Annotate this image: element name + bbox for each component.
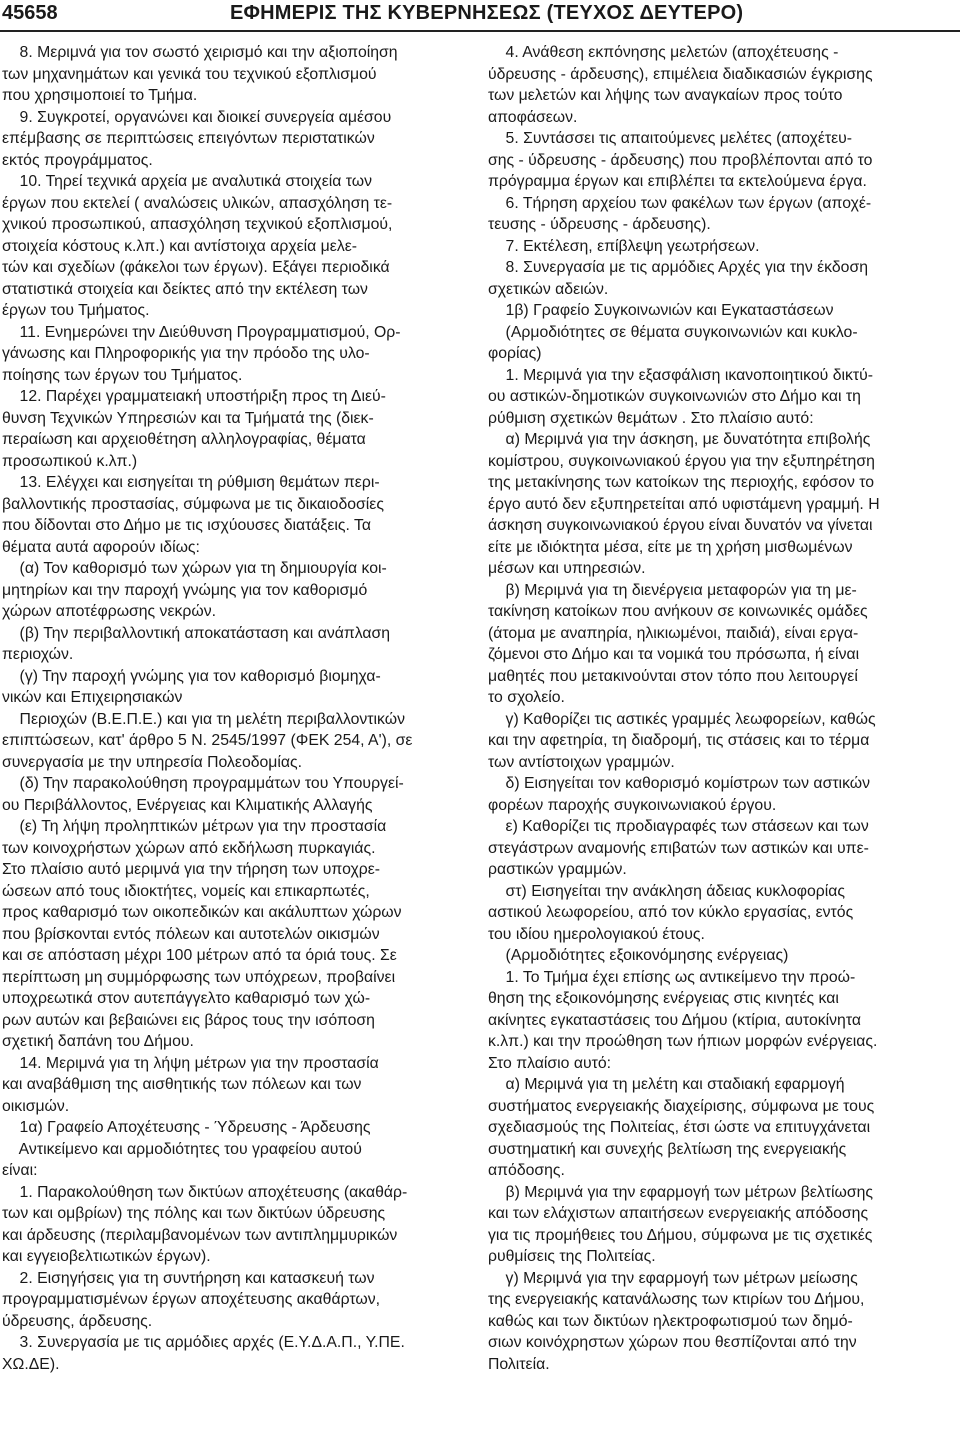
text-line: ε) Καθορίζει τις προδιαγραφές των στάσεων και των [488, 818, 869, 835]
text-line: και αναβάθμιση της αισθητικής των πόλεων και των [2, 1076, 362, 1093]
text-line: 1. Το Τμήμα έχει επίσης ως αντικείμενο την προώ- [488, 968, 856, 986]
text-line: (δ) Την παρακολούθηση προγραμμάτων του Υπουργεί- [2, 775, 404, 792]
text-line: που βρίσκονται εντός πόλεων και αυτοτελών οικισμών [2, 925, 380, 943]
text-line: έργο αυτό δεν εξυπηρετείται από υφιστάμενη γραμμή. Η [488, 495, 880, 513]
text-line: επέμβασης σε περιπτώσεις επειγόντων περιστατικών [2, 130, 375, 147]
text-line: (Αρμοδιότητες σε θέματα συγκοινωνιών και κυκλο- [488, 323, 858, 341]
text-line: αποφάσεων. [488, 108, 578, 126]
text-line: τακίνηση κατοίκων που ανήκουν σε κοινωνικές ομάδες [488, 603, 868, 620]
text-line: 6. Τήρηση αρχείου των φακέλων των έργων (αποχέ- [488, 194, 872, 212]
text-line: (α) Τον καθορισμό των χώρων για τη δημιουργία κοι- [2, 560, 387, 577]
text-line: (Αρμοδιότητες εξοικονόμησης ενέργειας) [488, 947, 789, 964]
text-line: και σε απόσταση μέχρι 100 μέτρων από τα όριά τους. Σε [2, 947, 397, 964]
text-line: ζόμενοι στο Δήμο και τα νομικά του πρόσωπα, ή είναι [488, 646, 860, 663]
text-line: ου αστικών-δημοτικών συγκοινωνιών στο Δήμο και τη [488, 388, 861, 405]
text-line: 9. Συγκροτεί, οργανώνει και διοικεί συνεργεία αμέσου [2, 108, 392, 126]
text-line: ραστικών γραμμών. [488, 861, 627, 878]
text-line: των μηχανημάτων και γενικά του τεχνικού εξοπλισμού [2, 65, 377, 83]
text-line: (ε) Τη λήψη προληπτικών μέτρων για την προστασία [2, 818, 387, 835]
text-line: 1. Μεριμνά για την εξασφάλιση ικανοποιητικού δικτύ- [488, 366, 874, 384]
text-line: κ.λπ.) και την προώθηση των ήπιων μορφών ενέργειας. [488, 1033, 878, 1050]
text-line: το σχολείο. [488, 689, 565, 706]
text-line: είτε με ιδιόκτητα μέσα, είτε με τη χρήση μισθωμένων [488, 538, 853, 556]
text-line: θυνση Τεχνικών Υπηρεσιών και τα Τμήματά της (διεκ- [2, 409, 374, 427]
text-line: απόδοσης. [488, 1162, 565, 1179]
text-line: Περιοχών (Β.Ε.Π.Ε.) και για τη μελέτη περιβαλλοντικών [2, 710, 405, 728]
text-line: της μετακίνησης των κατοίκων της περιοχής, εφόσον το [488, 474, 875, 491]
text-line: βαλλοντικής προστασίας, σύμφωνα με τις δικαιοδοσίες [2, 495, 384, 513]
text-line: ύδρευσης - άρδευσης), επιμέλεια διαδικασιών έγκρισης [488, 65, 873, 83]
text-line: μητηρίων και την παροχή γνώμης για τον καθορισμό [2, 581, 368, 599]
text-line: φορέων παροχής συγκοινωνιακού έργου. [488, 796, 777, 814]
text-line: επιπτώσεων, κατ' άρθρο 5 Ν. 2545/1997 (ΦΕΚ 254, Α'), σε [2, 732, 413, 749]
text-line: (γ) Την παροχή γνώμης για τον καθορισμό βιομηχα- [2, 667, 381, 685]
text-line: και άρδευσης (περιλαμβανομένων των αντιπλημμυρικών [2, 1226, 398, 1244]
text-line: πρόγραμμα έργων και επιβλέπει τα εκτελούμενα έργα. [488, 173, 867, 190]
text-line: είναι: [2, 1162, 38, 1179]
text-line: και των ελάχιστων απαιτήσεων ενεργειακής απόδοσης [488, 1205, 869, 1222]
text-line: φορίας) [488, 345, 542, 362]
text-line: των μελετών και λήψης των αναγκαίων προς τούτο [488, 87, 843, 104]
text-line: μαθητές που μετακινούνται στον τόπο που λειτουργεί [488, 667, 858, 685]
text-line: νικών και Επιχειρησιακών [2, 689, 183, 706]
text-line: β) Μεριμνά για τη διενέργεια μεταφορών για τη με- [488, 581, 857, 599]
text-line: εκτός προγράμματος. [2, 151, 153, 169]
text-line: των και ομβρίων) της πόλης και των δικτύων ύδρευσης [2, 1205, 386, 1222]
text-line: ρύθμιση σχετικών θεμάτων . Στο πλαίσιο αυτό: [488, 409, 814, 427]
text-line: οικισμών. [2, 1097, 70, 1115]
text-line: 5. Συντάσσει τις απαιτούμενες μελέτες (αποχέτευ- [488, 130, 853, 147]
text-line: σχετικών αδειών. [488, 280, 609, 298]
text-line: β) Μεριμνά για την εφαρμογή των μέτρων βελτίωσης [488, 1183, 874, 1201]
text-line: σιων κοινόχρηστων χώρων που θεσπίζονται από την [488, 1334, 857, 1351]
text-line: 3. Συνεργασία με τις αρμόδιες αρχές (Ε.Υ.Δ.Α.Π., Υ.ΠΕ. [2, 1334, 405, 1351]
text-line: προς καθαρισμό των οικοπεδικών και ακάλυπτων χώρων [2, 904, 402, 921]
text-line: ΧΩ.ΔΕ). [2, 1355, 60, 1373]
text-line: ρυθμίσεις της Πολιτείας. [488, 1248, 656, 1265]
text-line: και εγγειοβελτιωτικών έργων). [2, 1248, 211, 1265]
text-line: θηση της εξοικονόμησης ενέργειας στις κινητές και [488, 990, 839, 1007]
text-line: (άτομα με αναπηρία, ηλικιωμένοι, παιδιά), είναι εργα- [488, 624, 859, 642]
text-line: τευσης - ύδρευσης - άρδευσης). [488, 216, 711, 233]
text-line: ακίνητες εγκαταστάσεις του Δήμου (κτίρια, αυτοκίνητα [488, 1011, 861, 1029]
text-line: για τις προμήθειες του Δήμου, σύμφωνα με τις σχετικές [488, 1226, 873, 1244]
text-line: έργων που εκτελεί ( αναλώσεις υλικών, απασχόληση τε- [2, 194, 393, 212]
text-line: στατιστικά στοιχεία και δείκτες από την εκτέλεση των [2, 280, 368, 298]
text-line: γ) Καθορίζει τις αστικές γραμμές λεωφορείων, καθώς [488, 710, 876, 728]
text-line: στοιχεία κόστους κ.λπ.) και αντίστοιχα αρχεία μελε- [2, 237, 358, 255]
right-text-column [488, 42, 943, 1427]
text-line: (β) Την περιβαλλοντική αποκατάσταση και ανάπλαση [2, 624, 391, 642]
text-line: α) Μεριμνά για την άσκηση, με δυνατότητα επιβολής [488, 431, 871, 448]
text-line: των κοινοχρήστων χώρων από εκδήλωση πυρκαγιάς. [2, 839, 376, 857]
text-line: συστήματος ενεργειακής διαχείρισης, σύμφωνα με τους [488, 1097, 875, 1115]
text-line: χώρων αποτέφρωσης νεκρών. [2, 603, 217, 620]
text-line: του ιδίου ημερολογιακού έτους. [488, 925, 705, 943]
text-line: συστηματική και συνεχής βελτίωση της ενεργειακής [488, 1140, 847, 1158]
text-line: υποχρεωτικά στον αυτεπάγγελτο καθαρισμό των χώ- [2, 990, 371, 1007]
text-line: μέσων και υπηρεσιών. [488, 560, 646, 577]
text-line: έργων του Τμήματος. [2, 302, 150, 319]
text-line: Στο πλαίσιο αυτό μεριμνά για την τήρηση των υποχρε- [2, 861, 381, 878]
text-line: Πολιτεία. [488, 1355, 550, 1373]
header-divider [0, 30, 960, 32]
text-line: 8. Μεριμνά για τον σωστό χειρισμό και την αξιοποίηση [2, 44, 398, 61]
text-line: 10. Τηρεί τεχνικά αρχεία με αναλυτικά στοιχεία των [2, 173, 373, 190]
text-line: των αντίστοιχων γραμμών. [488, 753, 675, 771]
text-line: δ) Εισηγείται τον καθορισμό κομίστρων των αστικών [488, 775, 871, 792]
text-line: 1. Παρακολούθηση των δικτύων αποχέτευσης (ακαθάρ- [2, 1183, 408, 1201]
text-line: σης - ύδρευσης - άρδευσης) που προβλέπονται από το [488, 151, 873, 169]
text-line: τών και σχεδίων (φάκελοι των έργων). Εξάγει περιοδικά [2, 259, 390, 276]
text-line: προσωπικού κ.λπ.) [2, 452, 138, 470]
text-line: περαίωση και αρχειοθέτηση αλληλογραφίας, θέματα [2, 431, 366, 448]
text-line: γ) Μεριμνά για την εφαρμογή των μέτρων μείωσης [488, 1269, 858, 1287]
text-line: περίπτωση μη συμμόρφωσης των υπόχρεων, προβαίνει [2, 968, 396, 986]
text-line: καθώς και των δικτύων ηλεκτροφωτισμού των δημό- [488, 1312, 853, 1330]
text-line: που χρησιμοποιεί το Τμήμα. [2, 87, 198, 104]
text-line: ου Περιβάλλοντος, Ενέργειας και Κλιματικής Αλλαγής [2, 796, 373, 814]
text-line: Αντικείμενο και αρμοδιότητες του γραφείου αυτού [2, 1140, 362, 1158]
text-line: θέματα αυτά αφορούν ιδίως: [2, 538, 200, 556]
text-line: χνικού προσωπικού, απασχόληση τεχνικού εξοπλισμού, [2, 216, 393, 233]
text-line: 12. Παρέχει γραμματειακή υποστήριξη προς τη Διεύ- [2, 388, 386, 405]
text-line: 11. Ενημερώνει την Διεύθυνση Προγραμματισμού, Ορ- [2, 323, 401, 341]
text-line: συνεργασία με την υπηρεσία Πολεοδομίας. [2, 753, 303, 771]
text-line: 14. Μεριμνά για τη λήψη μέτρων για την προστασία [2, 1054, 379, 1072]
text-line: άσκηση συγκοινωνιακού έργου είναι δυνατόν να γίνεται [488, 517, 873, 534]
text-line: γάνωσης και Πληροφορικής για την πρόοδο της υλο- [2, 345, 370, 362]
text-line: 2. Εισηγήσεις για τη συντήρηση και κατασκευή των [2, 1269, 375, 1287]
text-line: 8. Συνεργασία με τις αρμόδιες Αρχές για την έκδοση [488, 259, 868, 276]
page-header [0, 0, 960, 36]
text-line: και την αφετηρία, τη διαδρομή, τις στάσεις και το τέρμα [488, 732, 870, 749]
gazette-title: ΕΦΗΜΕΡΙΣ ΤΗΣ ΚΥΒΕΡΝΗΣΕΩΣ (ΤΕΥΧΟΣ ΔΕΥΤΕΡΟ) [230, 2, 744, 24]
text-line: α) Μεριμνά για τη μελέτη και σταδιακή εφαρμογή [488, 1076, 845, 1093]
text-line: κομίστρου, συγκοινωνιακού έργου για την εξυπηρέτηση [488, 452, 875, 470]
page-number: 45658 [2, 2, 58, 24]
text-line: ώσεων από τους ιδιοκτήτες, νομείς και επικαρπωτές, [2, 882, 370, 900]
text-line: προγραμματισμένων έργων αποχέτευσης ακαθάρτων, [2, 1291, 380, 1308]
text-line: ύδρευσης, άρδευσης. [2, 1312, 153, 1330]
text-line: 1α) Γραφείο Αποχέτευσης - Ύδρευσης - Άρδευσης [2, 1119, 371, 1136]
text-line: στεγάστρων αναμονής επιβατών των αστικών και υπε- [488, 839, 869, 857]
left-text-column [2, 42, 457, 1427]
text-line: ρων αυτών και βεβαιώνει εις βάρος τους την ισόποση [2, 1011, 375, 1029]
text-line: αστικού λεωφορείου, από τον κύκλο εργασίας, εντός [488, 904, 854, 921]
text-line: ποίησης των έργων του Τμήματος. [2, 366, 243, 384]
text-line: που δίδονται στο Δήμο με τις ισχύουσες διατάξεις. Τα [2, 517, 372, 534]
text-line: περιοχών. [2, 646, 74, 663]
text-line: σχεδιασμούς της Πολιτείας, έτσι ώστε να επιτυγχάνεται [488, 1119, 871, 1136]
text-line: στ) Εισηγείται την ανάκληση άδειας κυκλοφορίας [488, 882, 846, 900]
text-line: 13. Ελέγχει και εισηγείται τη ρύθμιση θεμάτων περι- [2, 474, 380, 491]
text-line: της ενεργειακής κατανάλωσης των κτιρίων του Δήμου, [488, 1291, 865, 1308]
text-line: 7. Εκτέλεση, επίβλεψη γεωτρήσεων. [488, 237, 760, 255]
text-line: 1β) Γραφείο Συγκοινωνιών και Εγκαταστάσεων [488, 302, 834, 319]
text-line: Στο πλαίσιο αυτό: [488, 1054, 612, 1072]
text-line: 4. Ανάθεση εκπόνησης μελετών (αποχέτευσης - [488, 44, 839, 61]
text-line: σχετική δαπάνη του Δήμου. [2, 1033, 194, 1050]
